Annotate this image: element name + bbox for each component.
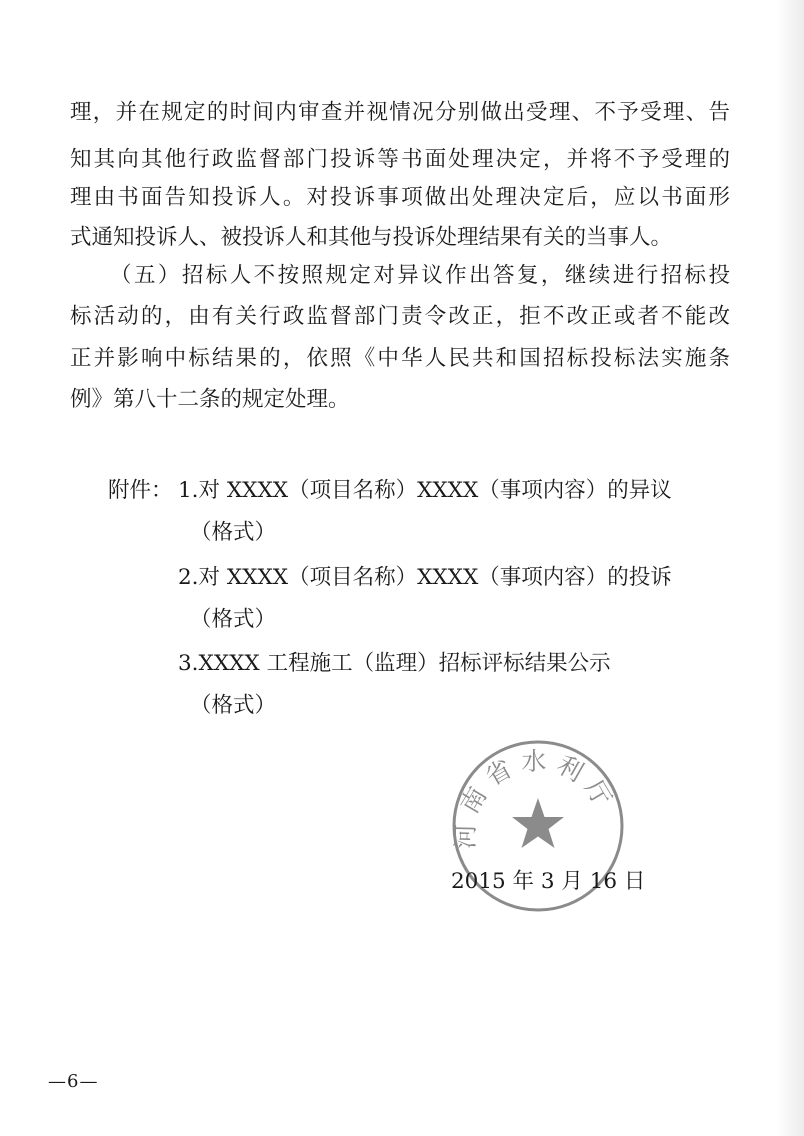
attachment-3-title: 3.XXXX 工程施工（监理）招标评标结果公示 — [178, 651, 611, 676]
attachment-3-note: （格式） — [190, 693, 277, 718]
attachment-1-title: 1.对 XXXX（项目名称）XXXX（事项内容）的异议 — [178, 478, 672, 503]
body-line-6: 标活动的，由有关行政监督部门责令改正，拒不改正或者不能改 — [70, 304, 730, 329]
attachments-label: 附件： — [108, 478, 173, 503]
body-line-7: 正并影响中标结果的，依照《中华人民共和国招标投标法实施条 — [70, 346, 730, 371]
body-line-3: 理由书面告知投诉人。对投诉事项做出处理决定后，应以书面形 — [70, 185, 730, 210]
body-line-1: 理，并在规定的时间内审查并视情况分别做出受理、不予受理、告 — [70, 100, 730, 125]
body-line-8: 例》第八十二条的规定处理。 — [70, 387, 350, 412]
scan-edge-shadow — [776, 0, 804, 1136]
page-number: —6— — [48, 1071, 99, 1092]
body-line-4: 式通知投诉人、被投诉人和其他与投诉处理结果有关的当事人。 — [70, 225, 673, 250]
seal-text: 河南省水利厅 — [450, 746, 622, 850]
document-date: 2015 年 3 月 16 日 — [451, 869, 646, 894]
seal-star-icon — [512, 798, 564, 848]
attachment-1-note: （格式） — [190, 520, 277, 545]
attachment-2-note: （格式） — [190, 607, 277, 632]
attachment-2-title: 2.对 XXXX（项目名称）XXXX（事项内容）的投诉 — [178, 565, 672, 590]
body-line-2: 知其向其他行政监督部门投诉等书面处理决定，并将不予受理的 — [70, 147, 730, 172]
body-line-5: （五）招标人不按照规定对异议作出答复，继续进行招标投 — [110, 263, 730, 288]
